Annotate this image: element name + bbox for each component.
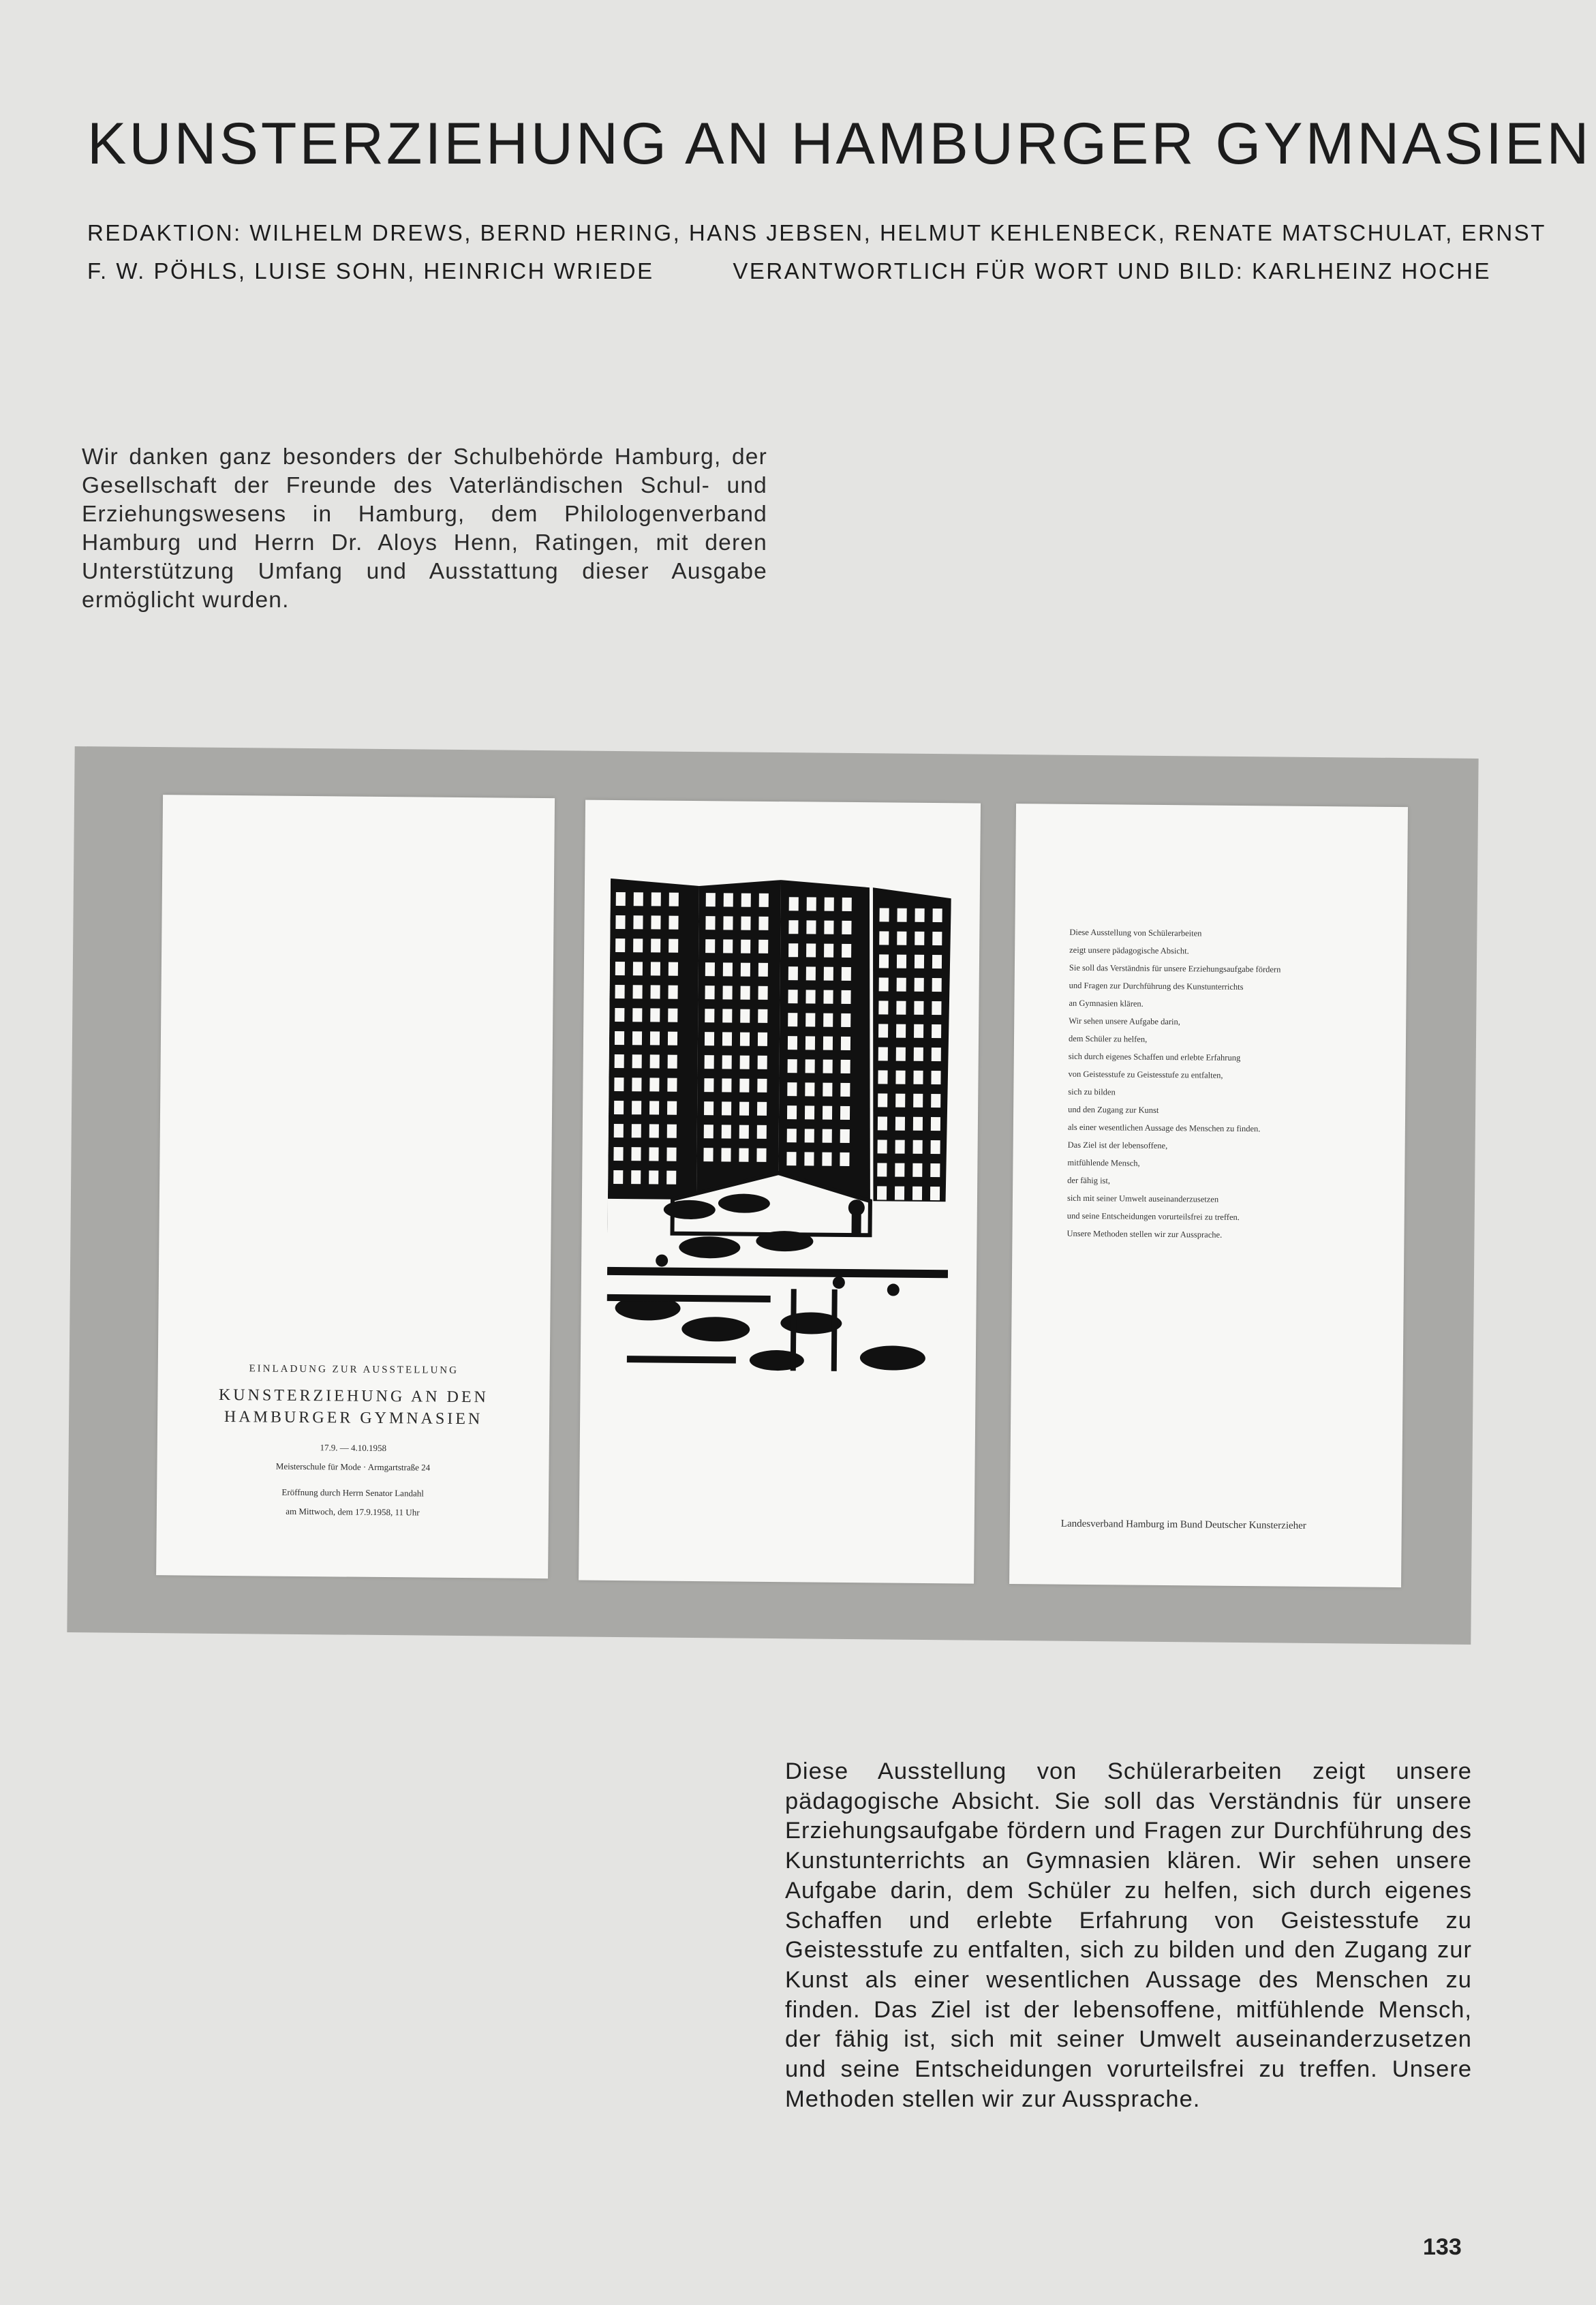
statement-line: und den Zugang zur Kunst <box>1068 1104 1159 1115</box>
statement-line: Diese Ausstellung von Schülerarbeiten <box>1069 927 1202 938</box>
invitation-dates: 17.9. — 4.10.1958 <box>320 1442 387 1454</box>
editors-text-1: REDAKTION: WILHELM DREWS, BERND HERING, HANS JEBSEN, HELMUT KEHLENBECK, RENATE MATSCHULAT, ERNST <box>87 220 1546 245</box>
statement-line: Unsere Methoden stellen wir zur Aussprache. <box>1066 1228 1223 1240</box>
invitation-venue: Meisterschule für Mode · Armgartstraße 24 <box>275 1461 431 1473</box>
statement-line: als einer wesentlichen Aussage des Menschen zu finden. <box>1067 1122 1261 1134</box>
invitation-opening-1: Eröffnung durch Herrn Senator Landahl <box>281 1486 424 1499</box>
statement-line: Sie soll das Verständnis für unsere Erziehungsaufgabe fördern <box>1069 962 1281 975</box>
city-woodcut-image <box>607 879 951 1379</box>
acknowledgement-paragraph: Wir danken ganz besonders der Schulbehörde Hamburg, der Gesellschaft der Freunde des Vaterländischen Schul- und Erziehungswesens in Hamburg, dem Philologenverband Hamburg und Herrn Dr. Aloys Henn, Ratingen, mit deren Unterstützung Umfang und Ausstattung dieser Ausgabe ermöglicht wurden. <box>82 444 767 613</box>
exhibition-leaflet-photo <box>67 746 1478 1645</box>
statement-line: zeigt unsere pädagogische Absicht. <box>1069 945 1189 956</box>
statement-line: und seine Entscheidungen vorurteilsfrei zu treffen. <box>1066 1210 1240 1222</box>
statement-line: sich durch eigenes Schaffen und erlebte Erfahrung <box>1068 1051 1241 1063</box>
statement-card-footer: Landesverband Hamburg im Bund Deutscher Kunsterzieher <box>1060 1518 1306 1531</box>
invitation-opening-2: am Mittwoch, dem 17.9.1958, 11 Uhr <box>286 1506 420 1518</box>
invitation-title-2: HAMBURGER GYMNASIEN <box>224 1407 483 1429</box>
statement-line: mitfühlende Mensch, <box>1067 1157 1140 1168</box>
page-title: KUNSTERZIEHUNG AN HAMBURGER GYMNASIEN <box>87 111 1592 177</box>
woodcut-card <box>579 800 981 1584</box>
invitation-title-1: KUNSTERZIEHUNG AN DEN <box>218 1386 489 1407</box>
editors-line-1 <box>87 214 1546 252</box>
editors-text-2: F. W. PÖHLS, LUISE SOHN, HEINRICH WRIEDE <box>87 258 654 284</box>
statement-card-text <box>1066 923 1383 1245</box>
editors-line-2 <box>87 252 1491 290</box>
invitation-card <box>156 795 555 1578</box>
statement-line: von Geistesstufe zu Geistesstufe zu entfalten, <box>1068 1069 1223 1080</box>
statement-card <box>1009 804 1408 1587</box>
statement-line: an Gymnasien klären. <box>1069 998 1144 1009</box>
statement-line: dem Schüler zu helfen, <box>1068 1033 1148 1044</box>
invitation-kicker: EINLADUNG ZUR AUSSTELLUNG <box>249 1363 459 1376</box>
invitation-text <box>157 1362 550 1521</box>
statement-line: Wir sehen unsere Aufgabe darin, <box>1069 1016 1180 1027</box>
statement-line: Das Ziel ist der lebensoffene, <box>1067 1140 1168 1151</box>
statement-line: der fähig ist, <box>1067 1175 1111 1186</box>
editorial-credits <box>87 214 1546 290</box>
page-number: 133 <box>1423 2234 1462 2260</box>
statement-line: sich zu bilden <box>1068 1086 1116 1097</box>
statement-line: und Fragen zur Durchführung des Kunstunterrichts <box>1069 980 1244 992</box>
statement-line: sich mit seiner Umwelt auseinanderzusetzen <box>1066 1193 1219 1204</box>
responsible-credit: VERANTWORTLICH FÜR WORT UND BILD: KARLHEINZ HOCHE <box>733 258 1491 284</box>
body-paragraph: Diese Ausstellung von Schülerarbeiten zeigt unsere pädagogische Absicht. Sie soll das Verständnis für unsere Erziehungsaufgabe fördern und Fragen zur Durchführung des Kunstunterrichts an Gymnasien klären. Wir sehen unsere Aufgabe darin, dem Schüler zu helfen, sich durch eigenes Schaffen und erlebte Erfahrung von Geistesstufe zu Geistesstufe zu entfalten, sich zu bilden und den Zugang zur Kunst als einer wesentlichen Aussage des Menschen zu finden. Das Ziel ist der lebensoffene, mitfühlende Mensch, der fähig ist, sich mit seiner Umwelt auseinanderzusetzen und seine Entscheidungen vorurteilsfrei zu treffen. Unsere Methoden stellen wir zur Aussprache. <box>785 1758 1472 2112</box>
